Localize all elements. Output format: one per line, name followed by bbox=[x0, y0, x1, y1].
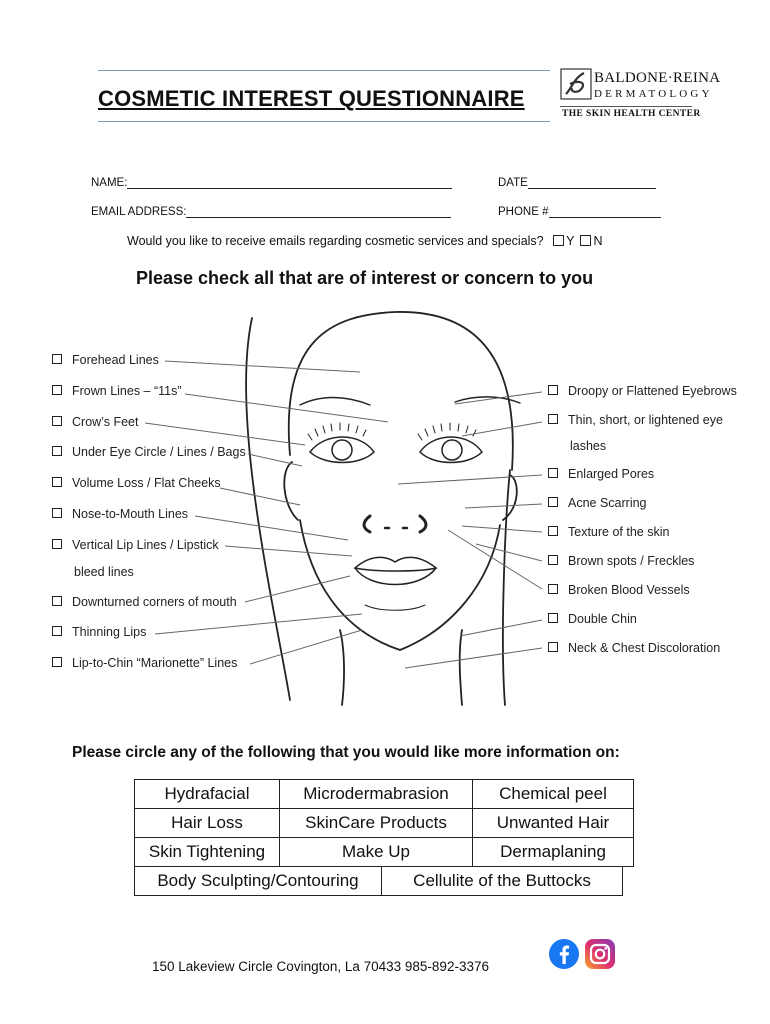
concern-label: Droopy or Flattened Eyebrows bbox=[568, 384, 737, 398]
concern-label: Frown Lines – “11s” bbox=[72, 384, 182, 398]
checkbox[interactable] bbox=[548, 584, 558, 594]
info-option[interactable]: Hair Loss bbox=[135, 809, 280, 838]
concern-label: Under Eye Circle / Lines / Bags bbox=[72, 445, 246, 459]
checkbox[interactable] bbox=[52, 416, 62, 426]
page-title: COSMETIC INTEREST QUESTIONNAIRE bbox=[98, 86, 525, 111]
logo-tagline: THE SKIN HEALTH CENTER bbox=[562, 109, 701, 119]
concern-nose-to-mouth[interactable] bbox=[52, 507, 188, 521]
checkbox[interactable] bbox=[52, 446, 62, 456]
concern-vertical-lip-lines[interactable] bbox=[52, 538, 219, 552]
info-option[interactable]: Cellulite of the Buttocks bbox=[382, 867, 623, 896]
concern-under-eye[interactable] bbox=[52, 445, 246, 459]
concern-frown-lines[interactable] bbox=[52, 384, 182, 398]
concern-label: Thin, short, or lightened eye bbox=[568, 413, 723, 427]
checkbox[interactable] bbox=[548, 468, 558, 478]
checkbox[interactable] bbox=[548, 385, 558, 395]
facebook-icon[interactable] bbox=[548, 938, 580, 970]
concern-label: Downturned corners of mouth bbox=[72, 595, 237, 609]
concern-eyelashes[interactable] bbox=[548, 413, 723, 427]
info-option[interactable]: Dermaplaning bbox=[473, 838, 634, 867]
checkbox[interactable] bbox=[52, 508, 62, 518]
info-option[interactable]: Microdermabrasion bbox=[280, 780, 473, 809]
info-option[interactable]: Body Sculpting/Contouring bbox=[135, 867, 382, 896]
checkbox[interactable] bbox=[52, 354, 62, 364]
info-option[interactable]: Unwanted Hair bbox=[473, 809, 634, 838]
checkbox[interactable] bbox=[52, 626, 62, 636]
concern-label: Acne Scarring bbox=[568, 496, 647, 510]
checkbox[interactable] bbox=[52, 596, 62, 606]
concern-label: Nose-to-Mouth Lines bbox=[72, 507, 189, 521]
concern-acne-scarring[interactable] bbox=[548, 496, 647, 510]
email-label: EMAIL ADDRESS: bbox=[91, 206, 187, 218]
email-consent-text: Would you like to receive emails regarding cosmetic services and specials? bbox=[127, 234, 544, 248]
concern-volume-loss[interactable] bbox=[52, 476, 221, 490]
concern-vertical-lip-lines-cont: bleed lines bbox=[74, 565, 134, 579]
concern-label: Thinning Lips bbox=[72, 625, 147, 639]
concern-label: Lip-to-Chin “Marionette” Lines bbox=[72, 656, 238, 670]
concern-label: Vertical Lip Lines / Lipstick bbox=[72, 538, 219, 552]
consent-yes-label: Y bbox=[566, 234, 575, 248]
concern-enlarged-pores[interactable] bbox=[548, 467, 654, 481]
checkbox[interactable] bbox=[548, 497, 558, 507]
concern-label: Neck & Chest Discoloration bbox=[568, 641, 721, 655]
concern-label: Enlarged Pores bbox=[568, 467, 655, 481]
info-options-table-last-row bbox=[134, 866, 623, 896]
logo-name: BALDONE·REINA bbox=[594, 70, 721, 86]
checkbox[interactable] bbox=[52, 539, 62, 549]
concern-label: Brown spots / Freckles bbox=[568, 554, 695, 568]
checkbox[interactable] bbox=[52, 477, 62, 487]
checkbox[interactable] bbox=[548, 613, 558, 623]
info-heading: Please circle any of the following that you would like more information on: bbox=[72, 744, 620, 761]
checkbox[interactable] bbox=[52, 385, 62, 395]
concern-neck-chest[interactable] bbox=[548, 641, 720, 655]
consent-no-label: N bbox=[593, 234, 603, 248]
concern-label: Forehead Lines bbox=[72, 353, 159, 367]
concern-label: Volume Loss / Flat Cheeks bbox=[72, 476, 221, 490]
info-options-table bbox=[134, 779, 634, 867]
concern-downturned-corners[interactable] bbox=[52, 595, 237, 609]
concern-label: Crow’s Feet bbox=[72, 415, 139, 429]
checkbox[interactable] bbox=[52, 657, 62, 667]
checkbox[interactable] bbox=[548, 526, 558, 536]
concern-label: Double Chin bbox=[568, 612, 637, 626]
info-option[interactable]: Hydrafacial bbox=[135, 780, 280, 809]
concern-label: Texture of the skin bbox=[568, 525, 670, 539]
name-label: NAME: bbox=[91, 177, 128, 189]
concern-eyelashes-cont: lashes bbox=[570, 439, 607, 453]
concern-forehead-lines[interactable] bbox=[52, 353, 159, 367]
phone-label: PHONE # bbox=[498, 206, 549, 218]
concern-skin-texture[interactable] bbox=[548, 525, 669, 539]
concern-brown-spots[interactable] bbox=[548, 554, 694, 568]
concerns-heading: Please check all that are of interest or concern to you bbox=[136, 268, 594, 288]
info-option[interactable]: Make Up bbox=[280, 838, 473, 867]
checkbox[interactable] bbox=[548, 642, 558, 652]
info-option[interactable]: Chemical peel bbox=[473, 780, 634, 809]
concern-marionette-lines[interactable] bbox=[52, 656, 237, 670]
concern-thinning-lips[interactable] bbox=[52, 625, 146, 639]
info-option[interactable]: Skin Tightening bbox=[135, 838, 280, 867]
concern-broken-vessels[interactable] bbox=[548, 583, 690, 597]
footer-address: 150 Lakeview Circle Covington, La 70433 985-892-3376 bbox=[152, 959, 489, 974]
date-label: DATE bbox=[498, 177, 528, 189]
concern-double-chin[interactable] bbox=[548, 612, 637, 626]
info-option[interactable]: SkinCare Products bbox=[280, 809, 473, 838]
logo-specialty: DERMATOLOGY bbox=[594, 88, 713, 100]
instagram-icon[interactable] bbox=[584, 938, 616, 970]
concern-label: Broken Blood Vessels bbox=[568, 583, 690, 597]
checkbox[interactable] bbox=[548, 414, 558, 424]
checkbox[interactable] bbox=[548, 555, 558, 565]
concern-crows-feet[interactable] bbox=[52, 415, 138, 429]
concern-droopy-eyebrows[interactable] bbox=[548, 384, 737, 398]
